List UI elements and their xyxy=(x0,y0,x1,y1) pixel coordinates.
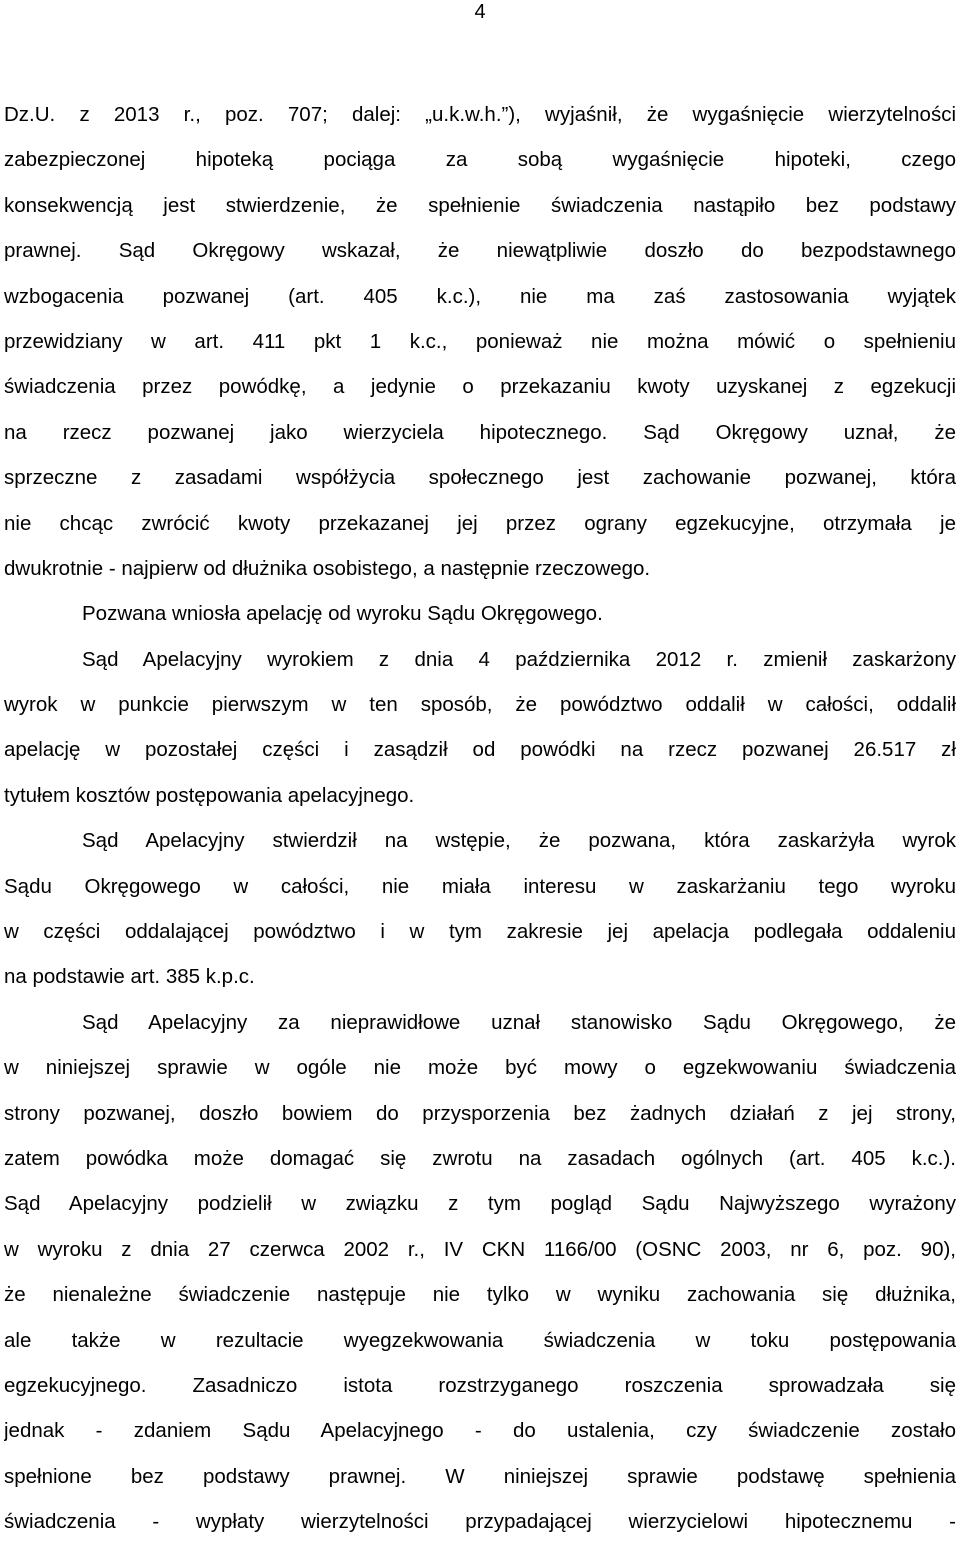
text-line: w niniejszej sprawie w ogóle nie może być mowy o egzekwowaniu świadczenia xyxy=(4,1056,956,1080)
text-line: w wyroku z dnia 27 czerwca 2002 r., IV CKN 1166/00 (OSNC 2003, nr 6, poz. 90), xyxy=(4,1237,956,1261)
text-line: egzekucyjnego. Zasadniczo istota rozstrzyganego roszczenia sprowadzała się xyxy=(4,1373,956,1397)
text-line: Sąd Apelacyjny podzielił w związku z tym pogląd Sądu Najwyższego wyrażony xyxy=(4,1192,956,1216)
text-line: prawnej. Sąd Okręgowy wskazał, że niewątpliwie doszło do bezpodstawnego xyxy=(4,239,956,263)
text-line: wyrok w punkcie pierwszym w ten sposób, że powództwo oddalił w całości, oddalił xyxy=(4,693,956,717)
text-line: Sąd Apelacyjny wyrokiem z dnia 4 października 2012 r. zmienił zaskarżony xyxy=(82,647,956,671)
text-line: apelację w pozostałej części i zasądził od powódki na rzecz pozwanej 26.517 zł xyxy=(4,738,956,762)
text-line: wzbogacenia pozwanej (art. 405 k.c.), nie ma zaś zastosowania wyjątek xyxy=(4,284,956,308)
text-line: Dz.U. z 2013 r., poz. 707; dalej: „u.k.w.h.”), wyjaśnił, że wygaśnięcie wierzytelności xyxy=(4,103,956,126)
text-line: zatem powódka może domagać się zwrotu na zasadach ogólnych (art. 405 k.c.). xyxy=(4,1146,956,1170)
text-line: że nienależne świadczenie następuje nie tylko w wyniku zachowania się dłużnika, xyxy=(4,1283,956,1307)
text-line: tytułem kosztów postępowania apelacyjnego. xyxy=(4,783,415,807)
text-line: sprzeczne z zasadami współżycia społecznego jest zachowanie pozwanej, która xyxy=(4,466,956,490)
text-line: spełnione bez podstawy prawnej. W niniejszej sprawie podstawę spełnienia xyxy=(4,1464,956,1488)
text-line: ale także w rezultacie wyegzekwowania świadczenia w toku postępowania xyxy=(4,1328,956,1352)
text-line: świadczenia - wypłaty wierzytelności przypadającej wierzycielowi hipotecznemu - xyxy=(4,1510,956,1534)
text-line: nie chcąc zwrócić kwoty przekazanej jej przez ograny egzekucyjne, otrzymała je xyxy=(4,511,956,535)
text-line: świadczenia przez powódkę, a jedynie o przekazaniu kwoty uzyskanej z egzekucji xyxy=(4,375,956,399)
text-line: jednak - zdaniem Sądu Apelacyjnego - do ustalenia, czy świadczenie zostało xyxy=(4,1419,956,1443)
page-number: 4 xyxy=(474,1,486,23)
text-line: strony pozwanej, doszło bowiem do przysporzenia bez żadnych działań z jej strony, xyxy=(4,1101,956,1125)
text-line: Sąd Apelacyjny za nieprawidłowe uznał stanowisko Sądu Okręgowego, że xyxy=(82,1010,956,1034)
text-line: w części oddalającej powództwo i w tym zakresie jej apelacja podlegała oddaleniu xyxy=(4,920,956,944)
text-line: Sąd Apelacyjny stwierdził na wstępie, że pozwana, która zaskarżyła wyrok xyxy=(82,829,956,853)
text-line: na rzecz pozwanej jako wierzyciela hipotecznego. Sąd Okręgowy uznał, że xyxy=(4,420,956,444)
text-line: przewidziany w art. 411 pkt 1 k.c., ponieważ nie można mówić o spełnieniu xyxy=(4,329,956,353)
text-line: Sądu Okręgowego w całości, nie miała interesu w zaskarżaniu tego wyroku xyxy=(4,874,956,898)
text-line: konsekwencją jest stwierdzenie, że spełnienie świadczenia nastąpiło bez podstawy xyxy=(4,193,956,217)
text-line: zabezpieczonej hipoteką pociąga za sobą wygaśnięcie hipoteki, czego xyxy=(4,148,956,172)
text-line: Pozwana wniosła apelację od wyroku Sądu Okręgowego. xyxy=(82,602,603,626)
text-line: dwukrotnie - najpierw od dłużnika osobistego, a następnie rzeczowego. xyxy=(4,556,651,580)
text-line: na podstawie art. 385 k.p.c. xyxy=(4,965,255,989)
document-body xyxy=(4,92,956,1545)
